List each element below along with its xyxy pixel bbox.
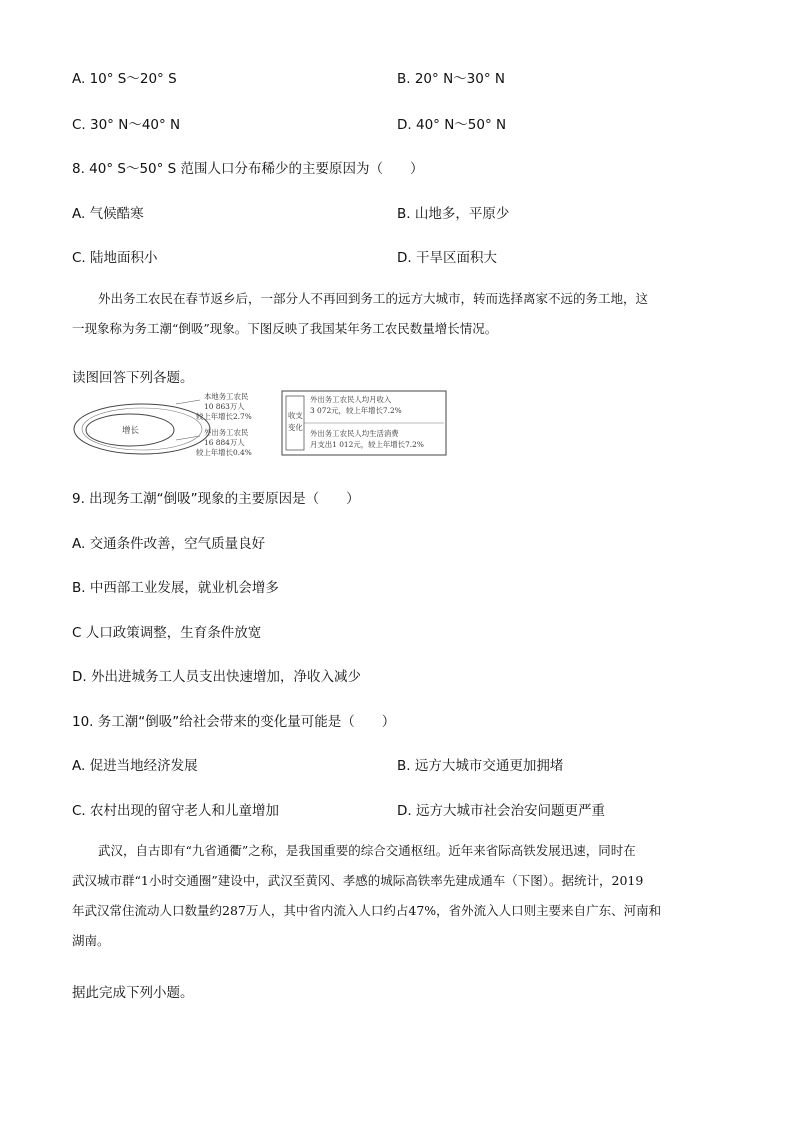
outbound-workers-growth: 较上年增长0.4% [196,448,252,457]
outer-ring [74,404,210,454]
migrant-worker-growth-figure [72,388,450,462]
outbound-workers-count: 16 884万人 [204,438,245,447]
q9-option-a: A. 交通条件改善，空气质量良好 [72,536,266,552]
q10-option-c: C. 农村出现的留守老人和儿童增加 [72,803,280,819]
q8-option-a: A. 气候酷寒 [72,206,144,222]
q8-option-d: D. 干旱区面积大 [397,250,497,266]
q10-option-b: B. 远方大城市交通更加拥堵 [397,758,564,774]
passage2-line4: 湖南。 [72,933,110,948]
income-line2: 3 072元，较上年增长7.2% [310,406,402,415]
q7-option-d: D. 40° N～50° N [397,117,507,133]
q8-option-b: B. 山地多，平原少 [397,206,510,222]
income-line1: 外出务工农民人均月收入 [310,395,392,404]
q7-option-c: C. 30° N～40° N [72,117,181,133]
instruction-complete: 据此完成下列小题。 [72,985,194,1001]
local-workers-count: 10 863万人 [204,402,245,411]
box-label-line1: 收支 [288,411,303,420]
figure-center-label: 增长 [122,426,140,436]
box-label-line2: 变化 [288,423,303,432]
q9-option-c: C 人口政策调整，生育条件放宽 [72,625,262,641]
q10-option-a: A. 促进当地经济发展 [72,758,198,774]
passage1-line1: 外出务工农民在春节返乡后，一部分人不再回到务工的远方大城市，转而选择离家不远的务工地，这 [98,291,649,306]
instruction-read-figure: 读图回答下列各题。 [72,370,194,386]
q7-option-a: A. 10° S～20° S [72,71,177,87]
passage-migrant-workers [72,284,722,344]
q7-option-b: B. 20° N～30° N [397,71,505,87]
q8-option-c: C. 陆地面积小 [72,250,158,266]
local-leader-line [176,400,200,404]
local-workers-label: 本地务工农民 [204,392,249,401]
passage2-line1: 武汉，自古即有“九省通衢”之称，是我国重要的综合交通枢纽。近年来省际高铁发展迅速，同时在 [98,843,636,858]
expense-line1: 外出务工农民人均生活消费 [310,429,399,438]
q10-option-d: D. 远方大城市社会治安问题更严重 [397,803,605,819]
q9-option-b: B. 中西部工业发展，就业机会增多 [72,580,279,596]
q9-option-d: D. 外出进城务工人员支出快速增加，净收入减少 [72,669,361,685]
passage2-line2: 武汉城市群“1小时交通圈”建设中，武汉至黄冈、孝感的城际高铁率先建成通车（下图）。据统计，2019 [72,873,644,888]
expense-line2: 月支出1 012元，较上年增长7.2% [310,440,424,449]
passage1-line2: 一现象称为务工潮“倒吸”现象。下图反映了我国某年务工农民数量增长情况。 [72,321,498,336]
passage2-line3: 年武汉常住流动人口数量约287万人，其中省内流入人口约占47%，省外流入人口则主要来自广东、河南和 [72,903,662,918]
outbound-workers-label: 外出务工农民 [204,428,249,437]
q10-stem: 10. 务工潮“倒吸”给社会带来的变化量可能是（ ） [72,714,396,730]
passage-wuhan [72,836,722,956]
local-workers-growth: 较上年增长2.7% [196,412,252,421]
q9-stem: 9. 出现务工潮“倒吸”现象的主要原因是（ ） [72,491,360,507]
q8-stem: 8. 40° S～50° S 范围人口分布稀少的主要原因为（ ） [72,161,424,177]
